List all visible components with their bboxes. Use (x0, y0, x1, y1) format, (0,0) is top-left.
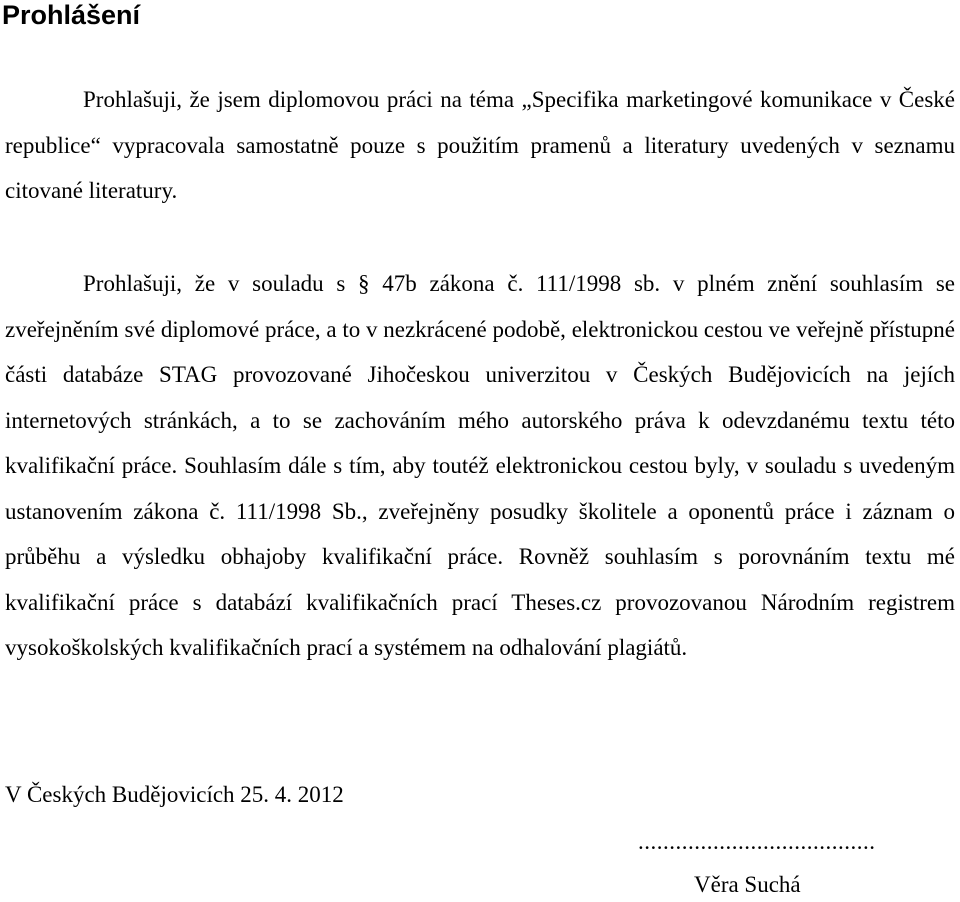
declaration-paragraph-2: Prohlašuji, že v souladu s § 47b zákona č. 111/1998 sb. v plném znění souhlasím se zveřejněním své diplomové práce, a to v nezkrácené podobě, elektronickou cestou ve veřejně přístupné části databáze STAG provozované Jihočeskou univerzitou v Českých Budějovicích na jejích internetových stránkách, a to se zachováním mého autorského práva k odevzdanému textu této kvalifikační práce. Souhlasím dále s tím, aby toutéž elektronickou cestou byly, v souladu s uvedeným ustanovením zákona č. 111/1998 Sb., zveřejněny posudky školitele a oponentů práce i záznam o průběhu a výsledku obhajoby kvalifikační práce. Rovněž souhlasím s porovnáním textu mé kvalifikační práce s databází kvalifikačních prací Theses.cz provozovanou Národním registrem vysokoškolských kvalifikačních prací a systémem na odhalování plagiátů. (5, 271, 955, 660)
place-and-date: V Českých Budějovicích 25. 4. 2012 (5, 782, 344, 807)
declaration-paragraph-1: Prohlašuji, že jsem diplomovou práci na téma „Specifika marketingové komunikace v České republice“ vypracovala samostatně pouze s použitím pramenů a literatury uvedených v seznamu citované literatury. (5, 87, 955, 203)
page-title: Prohlášení (2, 0, 141, 30)
signature-name: Věra Suchá (694, 872, 801, 897)
signature-line: ...................................... (638, 829, 876, 854)
